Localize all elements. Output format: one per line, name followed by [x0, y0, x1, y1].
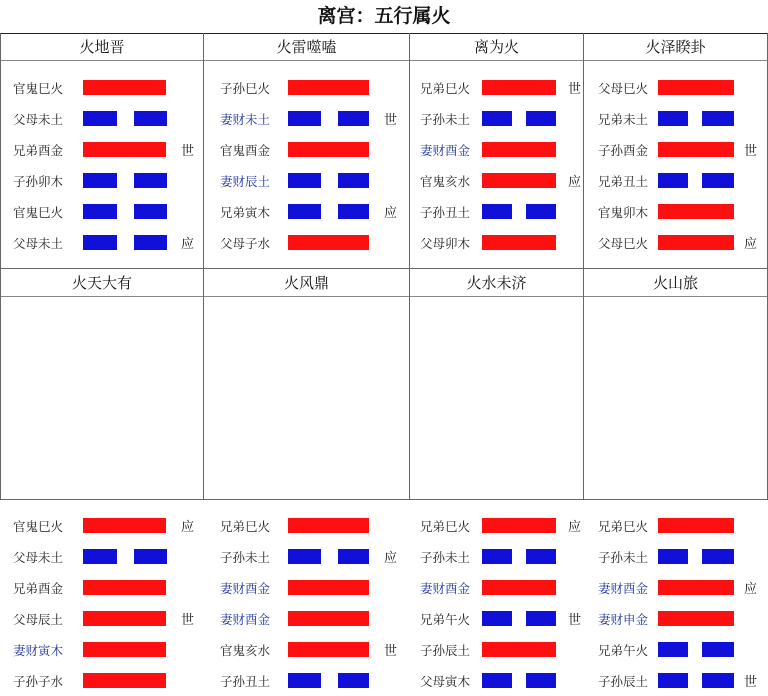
yao-line — [1, 573, 203, 603]
yao-label: 父母未土 — [13, 236, 64, 251]
yang-line-bar — [482, 518, 556, 533]
hexagram-name: 火地晋 — [1, 33, 203, 61]
yang-line-bar — [83, 642, 166, 657]
yao-label: 兄弟午火 — [598, 643, 649, 658]
yin-line-segment — [134, 204, 167, 219]
yao-line — [410, 635, 583, 665]
yao-line — [204, 197, 409, 227]
yao-line — [584, 73, 767, 103]
yao-label: 兄弟巳火 — [598, 519, 649, 534]
yao-label: 父母未土 — [13, 112, 64, 127]
yao-line — [1, 197, 203, 227]
ying-marker: 应 — [181, 520, 195, 535]
hexagram-name: 离为火 — [410, 33, 583, 61]
yin-line-segment — [526, 549, 556, 564]
page-title: 离宫：五行属火 — [0, 0, 768, 34]
yao-line — [584, 135, 767, 165]
yin-line-segment — [482, 673, 512, 688]
yao-line — [204, 573, 409, 603]
yao-line — [204, 635, 409, 665]
yao-line — [1, 666, 203, 696]
yao-label: 子孙卯木 — [13, 174, 64, 189]
shi-marker: 世 — [181, 613, 195, 628]
yin-line-segment — [288, 673, 321, 688]
hexagram-card — [0, 269, 204, 689]
yao-label: 兄弟未土 — [598, 112, 649, 127]
yao-label: 兄弟寅木 — [220, 205, 271, 220]
yao-label: 兄弟巳火 — [420, 81, 471, 96]
yao-line — [584, 104, 767, 134]
hexagram-name: 火天大有 — [1, 269, 203, 297]
ying-marker: 应 — [744, 582, 758, 597]
yin-line-segment — [482, 204, 512, 219]
ying-marker: 应 — [568, 520, 582, 535]
yao-label: 妻财酉金 — [420, 143, 471, 158]
yang-line-bar — [288, 80, 369, 95]
yao-label: 官鬼巳火 — [13, 519, 64, 534]
yin-line-segment — [526, 111, 556, 126]
yao-line — [204, 542, 409, 572]
yin-line-segment — [658, 673, 688, 688]
yang-line-bar — [482, 80, 556, 95]
yao-line — [204, 73, 409, 103]
hexagram-card — [584, 33, 768, 269]
yang-line-bar — [83, 611, 166, 626]
shi-marker: 世 — [384, 644, 398, 659]
yang-line-bar — [482, 142, 556, 157]
yao-label: 官鬼酉金 — [220, 143, 271, 158]
yao-line — [584, 511, 767, 541]
yin-line-segment — [288, 173, 321, 188]
yao-label: 子孙未土 — [420, 112, 471, 127]
yao-line — [410, 135, 583, 165]
ying-marker: 应 — [181, 237, 195, 252]
hexagram-grid — [0, 33, 768, 690]
yin-line-segment — [134, 173, 167, 188]
yao-label: 官鬼巳火 — [13, 205, 64, 220]
yao-label: 妻财申金 — [598, 612, 649, 627]
yao-label: 父母巳火 — [598, 236, 649, 251]
yao-label: 子孙丑土 — [420, 205, 471, 220]
yao-line — [584, 666, 767, 696]
yang-line-bar — [482, 235, 556, 250]
shi-marker: 世 — [181, 144, 195, 159]
yin-line-segment — [134, 235, 167, 250]
yang-line-bar — [83, 673, 166, 688]
yao-label: 妻财酉金 — [220, 612, 271, 627]
yao-label: 子孙辰土 — [598, 674, 649, 689]
yang-line-bar — [288, 235, 369, 250]
shi-marker: 世 — [744, 144, 758, 159]
yao-line — [204, 104, 409, 134]
yang-line-bar — [83, 518, 166, 533]
yao-line — [410, 104, 583, 134]
yang-line-bar — [288, 642, 369, 657]
ying-marker: 应 — [384, 551, 398, 566]
yang-line-bar — [658, 142, 734, 157]
yang-line-bar — [658, 611, 734, 626]
hexagram-card — [410, 269, 584, 689]
yao-line — [1, 635, 203, 665]
yin-line-segment — [288, 204, 321, 219]
yao-label: 子孙巳火 — [220, 81, 271, 96]
yao-line — [204, 166, 409, 196]
yao-label: 子孙丑土 — [220, 674, 271, 689]
yin-line-segment — [526, 673, 556, 688]
yao-label: 子孙未土 — [598, 550, 649, 565]
yang-line-bar — [658, 518, 734, 533]
yao-line — [584, 573, 767, 603]
hexagram-card — [410, 33, 584, 269]
yao-line — [1, 228, 203, 258]
yao-line — [410, 511, 583, 541]
yin-line-segment — [338, 549, 369, 564]
yao-line — [410, 166, 583, 196]
yao-label: 妻财酉金 — [598, 581, 649, 596]
yin-line-segment — [482, 111, 512, 126]
yao-label: 子孙辰土 — [420, 643, 471, 658]
yin-line-segment — [658, 173, 688, 188]
yin-line-segment — [83, 111, 117, 126]
hexagram-name: 火山旅 — [584, 269, 767, 297]
shi-marker: 世 — [568, 613, 582, 628]
yin-line-segment — [134, 549, 167, 564]
shi-marker: 世 — [384, 113, 398, 128]
yin-line-segment — [482, 549, 512, 564]
yin-line-segment — [134, 111, 167, 126]
yao-label: 父母辰土 — [13, 612, 64, 627]
yin-line-segment — [702, 111, 734, 126]
yao-line — [1, 542, 203, 572]
ying-marker: 应 — [384, 206, 398, 221]
yao-line — [584, 228, 767, 258]
yang-line-bar — [288, 611, 369, 626]
yin-line-segment — [338, 111, 369, 126]
yin-line-segment — [702, 673, 734, 688]
yin-line-segment — [83, 549, 117, 564]
yao-label: 兄弟巳火 — [220, 519, 271, 534]
yin-line-segment — [338, 204, 369, 219]
yao-line — [1, 511, 203, 541]
yang-line-bar — [288, 580, 369, 595]
yao-label: 妻财寅木 — [13, 643, 64, 658]
yin-line-segment — [338, 173, 369, 188]
yao-line — [410, 573, 583, 603]
yin-line-segment — [702, 173, 734, 188]
yao-label: 官鬼卯木 — [598, 205, 649, 220]
yao-line — [204, 228, 409, 258]
yao-line — [410, 666, 583, 696]
yang-line-bar — [288, 518, 369, 533]
yao-line — [1, 135, 203, 165]
yin-line-segment — [83, 235, 117, 250]
yao-line — [204, 604, 409, 634]
yang-line-bar — [83, 580, 166, 595]
yao-label: 子孙未土 — [220, 550, 271, 565]
yang-line-bar — [658, 235, 734, 250]
yao-label: 妻财未土 — [220, 112, 271, 127]
yao-label: 子孙酉金 — [598, 143, 649, 158]
shi-marker: 世 — [744, 675, 758, 690]
yin-line-segment — [83, 204, 117, 219]
yao-label: 兄弟酉金 — [13, 581, 64, 596]
yao-label: 子孙未土 — [420, 550, 471, 565]
yao-label: 官鬼巳火 — [13, 81, 64, 96]
yao-label: 妻财辰土 — [220, 174, 271, 189]
ying-marker: 应 — [568, 175, 582, 190]
hexagram-name: 火雷噬嗑 — [204, 33, 409, 61]
yao-label: 父母巳火 — [598, 81, 649, 96]
hexagram-name: 火泽睽卦 — [584, 33, 767, 61]
yin-line-segment — [658, 111, 688, 126]
yin-line-segment — [702, 549, 734, 564]
yao-label: 兄弟午火 — [420, 612, 471, 627]
yin-line-segment — [482, 611, 512, 626]
yao-label: 兄弟酉金 — [13, 143, 64, 158]
yao-line — [204, 135, 409, 165]
hexagram-card — [584, 269, 768, 690]
yao-line — [204, 511, 409, 541]
yin-line-segment — [288, 111, 321, 126]
hexagram-name: 火水未济 — [410, 269, 583, 297]
yao-label: 父母未土 — [13, 550, 64, 565]
yao-line — [410, 542, 583, 572]
yao-line — [410, 197, 583, 227]
yao-line — [410, 604, 583, 634]
yang-line-bar — [482, 173, 556, 188]
yao-line — [1, 166, 203, 196]
yin-line-segment — [526, 204, 556, 219]
yao-line — [204, 666, 409, 696]
yin-line-segment — [658, 549, 688, 564]
yao-line — [1, 604, 203, 634]
yao-line — [410, 228, 583, 258]
yao-line — [584, 542, 767, 572]
shi-marker: 世 — [568, 82, 582, 97]
yao-label: 父母寅木 — [420, 674, 471, 689]
yao-label: 官鬼亥水 — [420, 174, 471, 189]
yin-line-segment — [658, 642, 688, 657]
yin-line-segment — [338, 673, 369, 688]
yao-label: 官鬼亥水 — [220, 643, 271, 658]
yao-label: 父母卯木 — [420, 236, 471, 251]
hexagram-card — [204, 33, 410, 269]
hexagram-name: 火风鼎 — [204, 269, 409, 297]
yang-line-bar — [658, 204, 734, 219]
yao-label: 子孙子水 — [13, 674, 64, 689]
yang-line-bar — [482, 642, 556, 657]
yang-line-bar — [83, 142, 166, 157]
yao-line — [410, 73, 583, 103]
yin-line-segment — [288, 549, 321, 564]
ying-marker: 应 — [744, 237, 758, 252]
yang-line-bar — [482, 580, 556, 595]
yao-line — [584, 197, 767, 227]
hexagram-card — [0, 33, 204, 269]
yao-label: 兄弟丑土 — [598, 174, 649, 189]
yao-label: 父母子水 — [220, 236, 271, 251]
yin-line-segment — [702, 642, 734, 657]
yang-line-bar — [83, 80, 166, 95]
yao-label: 妻财酉金 — [420, 581, 471, 596]
yang-line-bar — [658, 580, 734, 595]
yao-line — [1, 73, 203, 103]
yao-line — [1, 104, 203, 134]
yang-line-bar — [658, 80, 734, 95]
yao-label: 妻财酉金 — [220, 581, 271, 596]
yin-line-segment — [526, 611, 556, 626]
yao-line — [584, 635, 767, 665]
yao-line — [584, 604, 767, 634]
hexagram-card — [204, 269, 410, 689]
yao-line — [584, 166, 767, 196]
yao-label: 兄弟巳火 — [420, 519, 471, 534]
yin-line-segment — [83, 173, 117, 188]
yang-line-bar — [288, 142, 369, 157]
